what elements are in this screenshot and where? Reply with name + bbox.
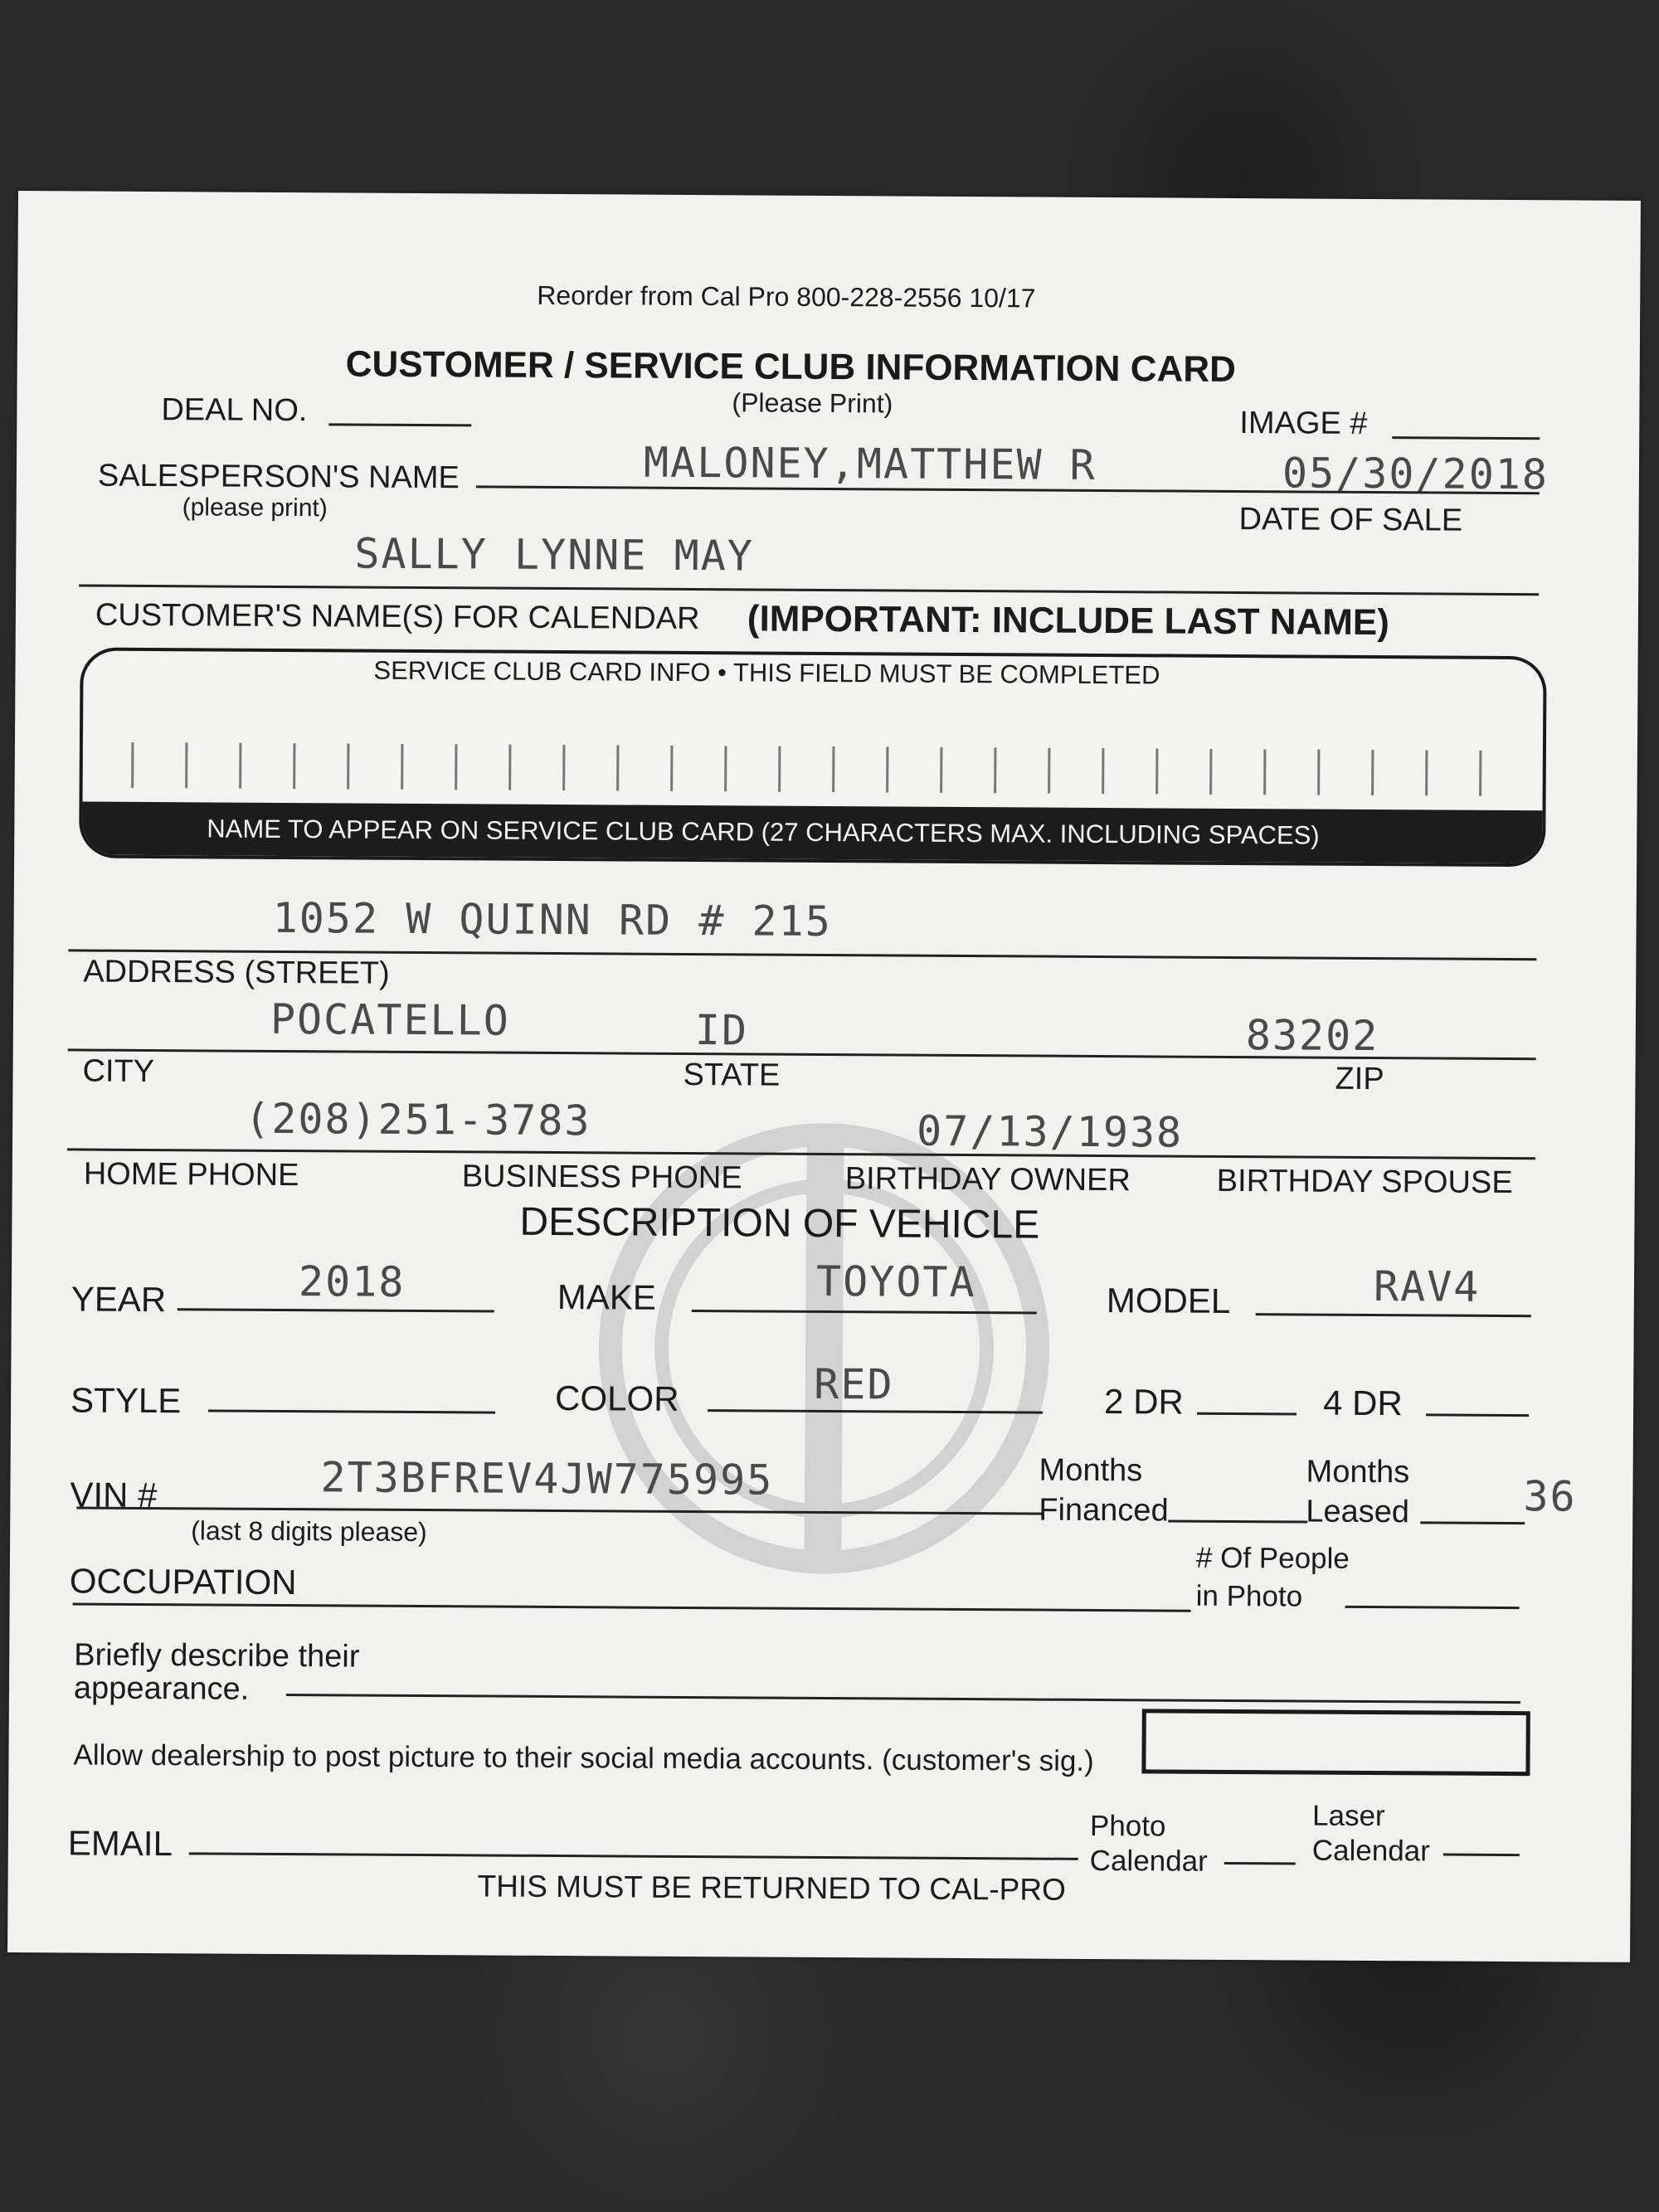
social-media-consent-label: Allow dealership to post picture to their social media accounts. (customer's sig.) xyxy=(73,1738,1094,1777)
photo-label: Photo xyxy=(1089,1809,1166,1843)
months-financed-field[interactable] xyxy=(1168,1520,1307,1524)
months-financed-label: Financed xyxy=(1039,1492,1169,1529)
birthday-spouse-label: BIRTHDAY SPOUSE xyxy=(1216,1163,1513,1201)
people-in-photo-label-2: in Photo xyxy=(1195,1579,1303,1613)
address-value[interactable]: 1052 W QUINN RD # 215 xyxy=(272,893,832,946)
vehicle-heading: DESCRIPTION OF VEHICLE xyxy=(519,1199,1040,1247)
city-label: CITY xyxy=(82,1053,155,1090)
two-door-label: 2 DR xyxy=(1103,1382,1184,1422)
customer-name-value[interactable]: SALLY LYNNE MAY xyxy=(354,529,755,581)
vin-value[interactable]: 2T3BFREV4JW775995 xyxy=(320,1453,774,1505)
deal-no-field[interactable] xyxy=(328,423,471,426)
deal-no-label: DEAL NO. xyxy=(161,392,308,429)
style-line[interactable] xyxy=(208,1409,495,1413)
return-note: THIS MUST BE RETURNED TO CAL-PRO xyxy=(477,1869,1066,1907)
color-value[interactable]: RED xyxy=(814,1359,894,1409)
customer-name-label: CUSTOMER'S NAME(S) FOR CALENDAR xyxy=(95,597,700,637)
occupation-label: OCCUPATION xyxy=(69,1561,297,1602)
make-value[interactable]: TOYOTA xyxy=(815,1257,976,1307)
salesperson-label: SALESPERSON'S NAME xyxy=(97,458,460,496)
months-financed-label-top: Months xyxy=(1039,1452,1143,1489)
laser-calendar-field[interactable] xyxy=(1443,1854,1520,1857)
birthday-owner-label: BIRTHDAY OWNER xyxy=(844,1161,1131,1198)
customer-name-line xyxy=(79,584,1539,596)
home-phone-value[interactable]: (208)251-3783 xyxy=(245,1094,591,1145)
customer-info-card xyxy=(7,191,1641,1962)
model-line xyxy=(1256,1313,1531,1317)
model-label: MODEL xyxy=(1106,1281,1231,1320)
date-of-sale-value[interactable]: 05/30/2018 xyxy=(1282,449,1550,499)
people-in-photo-field[interactable] xyxy=(1345,1606,1520,1609)
vin-sub-label: (last 8 digits please) xyxy=(191,1515,427,1548)
zip-label: ZIP xyxy=(1335,1061,1384,1097)
months-leased-value[interactable]: 36 xyxy=(1523,1472,1577,1521)
describe-label-1: Briefly describe their xyxy=(74,1637,360,1675)
people-in-photo-label-1: # Of People xyxy=(1195,1541,1350,1575)
email-field[interactable] xyxy=(189,1852,1078,1860)
months-leased-line xyxy=(1420,1521,1525,1524)
home-phone-label: HOME PHONE xyxy=(83,1156,299,1194)
city-value[interactable]: POCATELLO xyxy=(270,994,511,1045)
reorder-note: Reorder from Cal Pro 800-228-2556 10/17 xyxy=(537,280,1036,314)
zip-value[interactable]: 83202 xyxy=(1245,1011,1379,1061)
state-value[interactable]: ID xyxy=(694,1006,749,1055)
vin-line xyxy=(76,1506,1044,1514)
photo-calendar-label: Calendar xyxy=(1089,1844,1208,1878)
four-door-label: 4 DR xyxy=(1322,1383,1403,1423)
year-line xyxy=(178,1308,494,1312)
date-of-sale-label: DATE OF SALE xyxy=(1238,502,1463,538)
year-value[interactable]: 2018 xyxy=(298,1257,406,1306)
describe-label-2: appearance. xyxy=(73,1670,250,1707)
salesperson-sub-label: (please print) xyxy=(182,493,328,523)
service-club-header: SERVICE CLUB CARD INFO • THIS FIELD MUST BE COMPLETED xyxy=(373,655,1160,690)
image-number-label: IMAGE # xyxy=(1239,406,1368,441)
color-label: COLOR xyxy=(554,1378,679,1418)
email-label: EMAIL xyxy=(67,1823,173,1864)
months-leased-label-top: Months xyxy=(1306,1454,1410,1490)
four-door-field[interactable] xyxy=(1426,1413,1529,1417)
style-label: STYLE xyxy=(70,1380,182,1421)
service-club-footer-bar xyxy=(82,802,1542,864)
state-label: STATE xyxy=(683,1057,781,1093)
occupation-line[interactable] xyxy=(73,1602,1191,1612)
birthday-owner-value[interactable]: 07/13/1938 xyxy=(916,1106,1184,1157)
months-leased-label: Leased xyxy=(1306,1494,1410,1530)
please-print-note: (Please Print) xyxy=(732,387,893,419)
color-line xyxy=(708,1409,1043,1413)
customer-signature-box[interactable] xyxy=(1141,1709,1530,1776)
form-title: CUSTOMER / SERVICE CLUB INFORMATION CARD xyxy=(345,343,1237,390)
year-label: YEAR xyxy=(71,1279,167,1320)
important-note: (IMPORTANT: INCLUDE LAST NAME) xyxy=(747,598,1390,644)
laser-label: Laser xyxy=(1311,1799,1385,1833)
laser-calendar-label: Calendar xyxy=(1311,1834,1430,1868)
photo-calendar-field[interactable] xyxy=(1224,1862,1296,1865)
image-number-field[interactable] xyxy=(1392,436,1540,440)
address-label: ADDRESS (STREET) xyxy=(83,954,390,991)
make-label: MAKE xyxy=(557,1277,657,1317)
salesperson-value[interactable]: MALONEY,MATTHEW R xyxy=(643,438,1097,489)
business-phone-label: BUSINESS PHONE xyxy=(461,1159,742,1196)
make-line xyxy=(692,1310,1037,1315)
appearance-field[interactable] xyxy=(286,1694,1520,1704)
character-tick-marks[interactable] xyxy=(83,742,1543,801)
service-club-box xyxy=(79,647,1547,867)
vin-label: VIN # xyxy=(70,1475,158,1515)
two-door-field[interactable] xyxy=(1197,1412,1297,1416)
model-value[interactable]: RAV4 xyxy=(1373,1262,1481,1311)
service-club-footer-text: NAME TO APPEAR ON SERVICE CLUB CARD (27 CHARACTERS MAX. INCLUDING SPACES) xyxy=(207,814,1320,850)
